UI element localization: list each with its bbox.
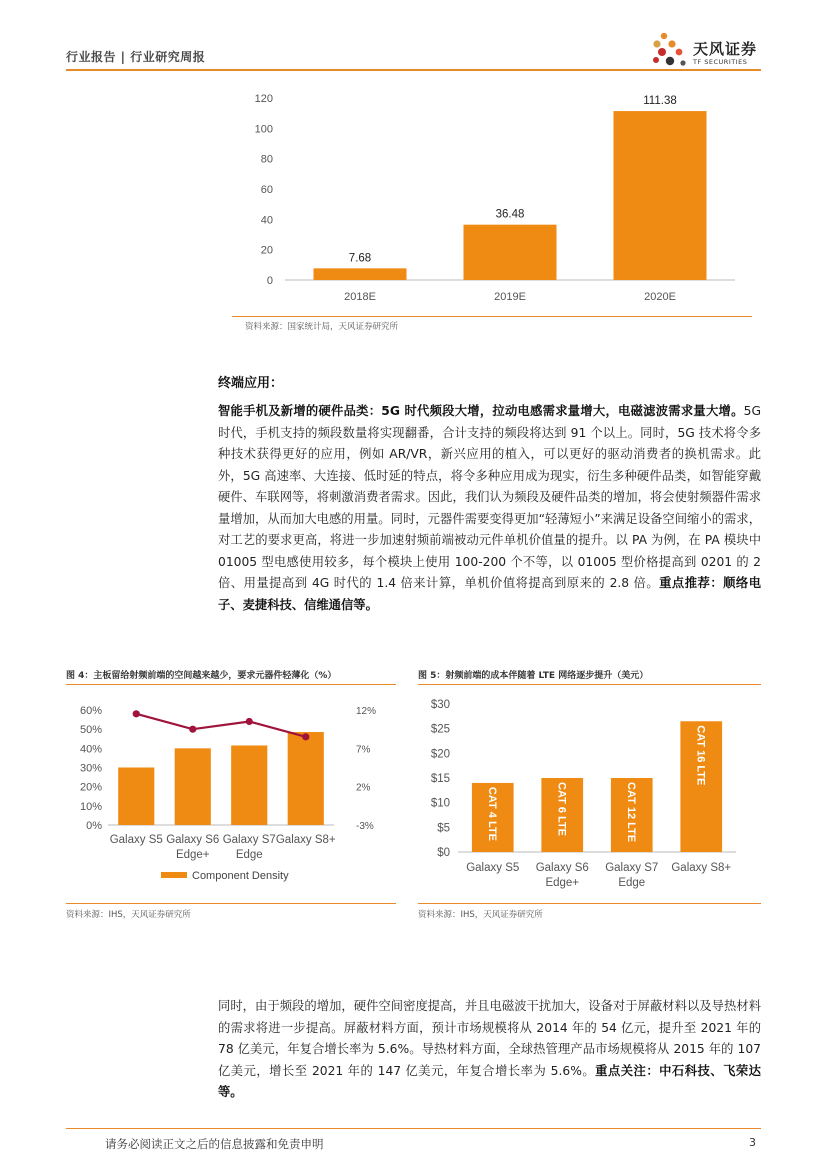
brand-name-cn: 天风证券	[693, 40, 758, 58]
figure5-title: 图 5：射频前端的成本伴随着 LTE 网络逐步提升（美元）	[418, 671, 649, 681]
paragraph1-lead: 智能手机及新增的硬件品类：5G 时代频段大增，拉动电感需求量增大，电磁滤波需求量大增。	[218, 404, 744, 418]
bar	[288, 732, 324, 825]
y-tick-label: $25	[430, 723, 450, 736]
x-tick-label: Galaxy S6 Edge+	[535, 862, 589, 889]
bar-label: CAT 12 LTE	[624, 782, 637, 843]
paragraph1-recommend: 重点推荐：顺络电子、麦捷科技、信维通信等。	[218, 576, 761, 612]
bar	[175, 748, 211, 825]
bar	[464, 225, 557, 280]
rf-frontend-cost-chart	[418, 690, 763, 902]
line-point	[302, 733, 309, 740]
chart-top-source: 资料来源：国家统计局，天风证券研究所	[245, 322, 399, 332]
paragraph-terminal-application	[218, 401, 761, 616]
y-tick-label: $20	[430, 748, 450, 761]
y-tick-label: 80	[260, 153, 273, 166]
component-density-chart	[66, 690, 398, 902]
chart-top-divider	[232, 316, 752, 317]
y-tick-label: 100	[254, 123, 273, 136]
x-tick-label: Galaxy S6 Edge+	[166, 834, 220, 861]
data-label: 7.68	[348, 252, 372, 265]
paragraph2-body: 同时，由于频段的增加，硬件空间密度提高，并且电磁波干扰加大，设备对于屏蔽材料以及导热材料的需求将进一步提高。屏蔽材料方面，预计市场规模将从 2014 年的 54 亿元，提升至 2021 年的 78 亿美元，年复合增长率为 5.6%。导热材料方面，全球热管理产品市场规模将从 2015 年的 107 亿美元，增长至 2021 年的 147 亿美元，年复合增长率为 5.6%。	[218, 999, 761, 1078]
figure4-top-divider	[66, 684, 396, 685]
y-left-tick-label: 10%	[79, 800, 102, 813]
y-left-tick-label: 30%	[79, 762, 102, 775]
paragraph-materials	[218, 996, 761, 1104]
y-left-tick-label: 0%	[86, 820, 102, 832]
y-left-tick-label: 20%	[79, 781, 102, 794]
y-left-tick-label: 60%	[79, 705, 102, 717]
x-tick-label: 2018E	[344, 291, 376, 303]
figure4-bottom-divider	[66, 903, 396, 904]
y-left-tick-label: 40%	[79, 743, 102, 756]
line-point	[189, 726, 196, 733]
y-tick-label: 60	[260, 184, 273, 196]
top-bar-chart	[230, 82, 750, 314]
data-label: 111.38	[643, 95, 677, 108]
figure5-source: 资料来源：IHS，天风证券研究所	[418, 910, 543, 920]
y-tick-label: $15	[430, 773, 450, 785]
section-title: 终端应用：	[218, 376, 284, 391]
x-tick-label: 2019E	[494, 291, 526, 303]
bar	[231, 745, 267, 825]
x-tick-label: Galaxy S7 Edge	[222, 834, 276, 861]
y-left-tick-label: 50%	[79, 724, 102, 737]
y-tick-label: 120	[254, 93, 273, 105]
bar-label: CAT 4 LTE	[485, 786, 498, 841]
y-tick-label: $10	[430, 797, 450, 810]
footer-divider	[66, 1128, 761, 1129]
y-right-tick-label: -3%	[356, 821, 374, 832]
y-right-tick-label: 7%	[356, 744, 371, 756]
page-number: 3	[749, 1136, 756, 1149]
figure4-title: 图 4：主板留给射频前端的空间越来越少，要求元器件轻薄化（%）	[66, 671, 337, 681]
bar-label: CAT 6 LTE	[555, 782, 568, 836]
bar	[118, 768, 154, 826]
bar	[614, 111, 707, 280]
x-tick-label: Galaxy S7 Edge	[605, 862, 659, 889]
legend-swatch	[161, 872, 187, 878]
figure4-source: 资料来源：IHS，天风证券研究所	[66, 910, 191, 920]
x-tick-label: Galaxy S5	[109, 834, 163, 846]
paragraph1-body: 5G 时代，手机支持的频段数量将实现翻番，合计支持的频段将达到 91 个以上。同时，5G 技术将令多种技术获得更好的应用，例如 AR/VR，新兴应用的植入，可以更好的驱动消费者的换机需求。此外，5G 高速率、大连接、低时延的特点，将令多种应用成为现实，衍生多种硬件品类，如智能穿戴硬件、车联网等，将刺激消费者需求。因此，我们认为频段及硬件品类的增加，将会使射频器件需求量增加，从而加大电感的用量。同时，元器件需要变得更加“轻薄短小”来满足设备空间缩小的需求，对工艺的要求更高，将进一步加速射频前端被动元件单机价值量的提升。以 PA 为例，在 PA 模块中 01005 型电感使用较多，每个模块上使用 100-200 个不等，以 01005 型价格提高到 0201 的 2 倍、用量提高到 4G 时代的 1.4 倍来计算，单机价值将提高到原来的 2.8 倍。	[218, 404, 761, 590]
y-tick-label: $5	[437, 822, 450, 835]
y-right-tick-label: 2%	[356, 782, 371, 794]
line-point	[246, 718, 253, 725]
line-series	[136, 714, 306, 737]
bar	[314, 268, 407, 280]
line-point	[133, 710, 140, 717]
y-tick-label: $0	[437, 847, 450, 859]
y-tick-label: 20	[260, 244, 273, 257]
y-right-tick-label: 12%	[356, 706, 377, 717]
x-tick-label: Galaxy S5	[466, 862, 520, 874]
legend-label: Component Density	[192, 870, 289, 882]
paragraph2-focus: 重点关注：中石科技、飞荣达等。	[218, 1063, 761, 1099]
x-tick-label: Galaxy S8+	[275, 834, 336, 846]
brand-name-en: TF SECURITIES	[693, 58, 748, 66]
bar-label: CAT 16 LTE	[694, 725, 707, 786]
figure5-top-divider	[418, 684, 761, 685]
report-type-label: 行业报告 | 行业研究周报	[66, 50, 206, 64]
footer-disclaimer: 请务必阅读正文之后的信息披露和免责申明	[105, 1137, 324, 1151]
y-tick-label: $30	[430, 699, 450, 711]
figure5-bottom-divider	[418, 903, 761, 904]
data-label: 36.48	[495, 208, 525, 221]
y-tick-label: 0	[266, 275, 273, 287]
x-tick-label: 2020E	[644, 291, 676, 303]
x-tick-label: Galaxy S8+	[671, 862, 732, 874]
y-tick-label: 40	[260, 214, 273, 227]
